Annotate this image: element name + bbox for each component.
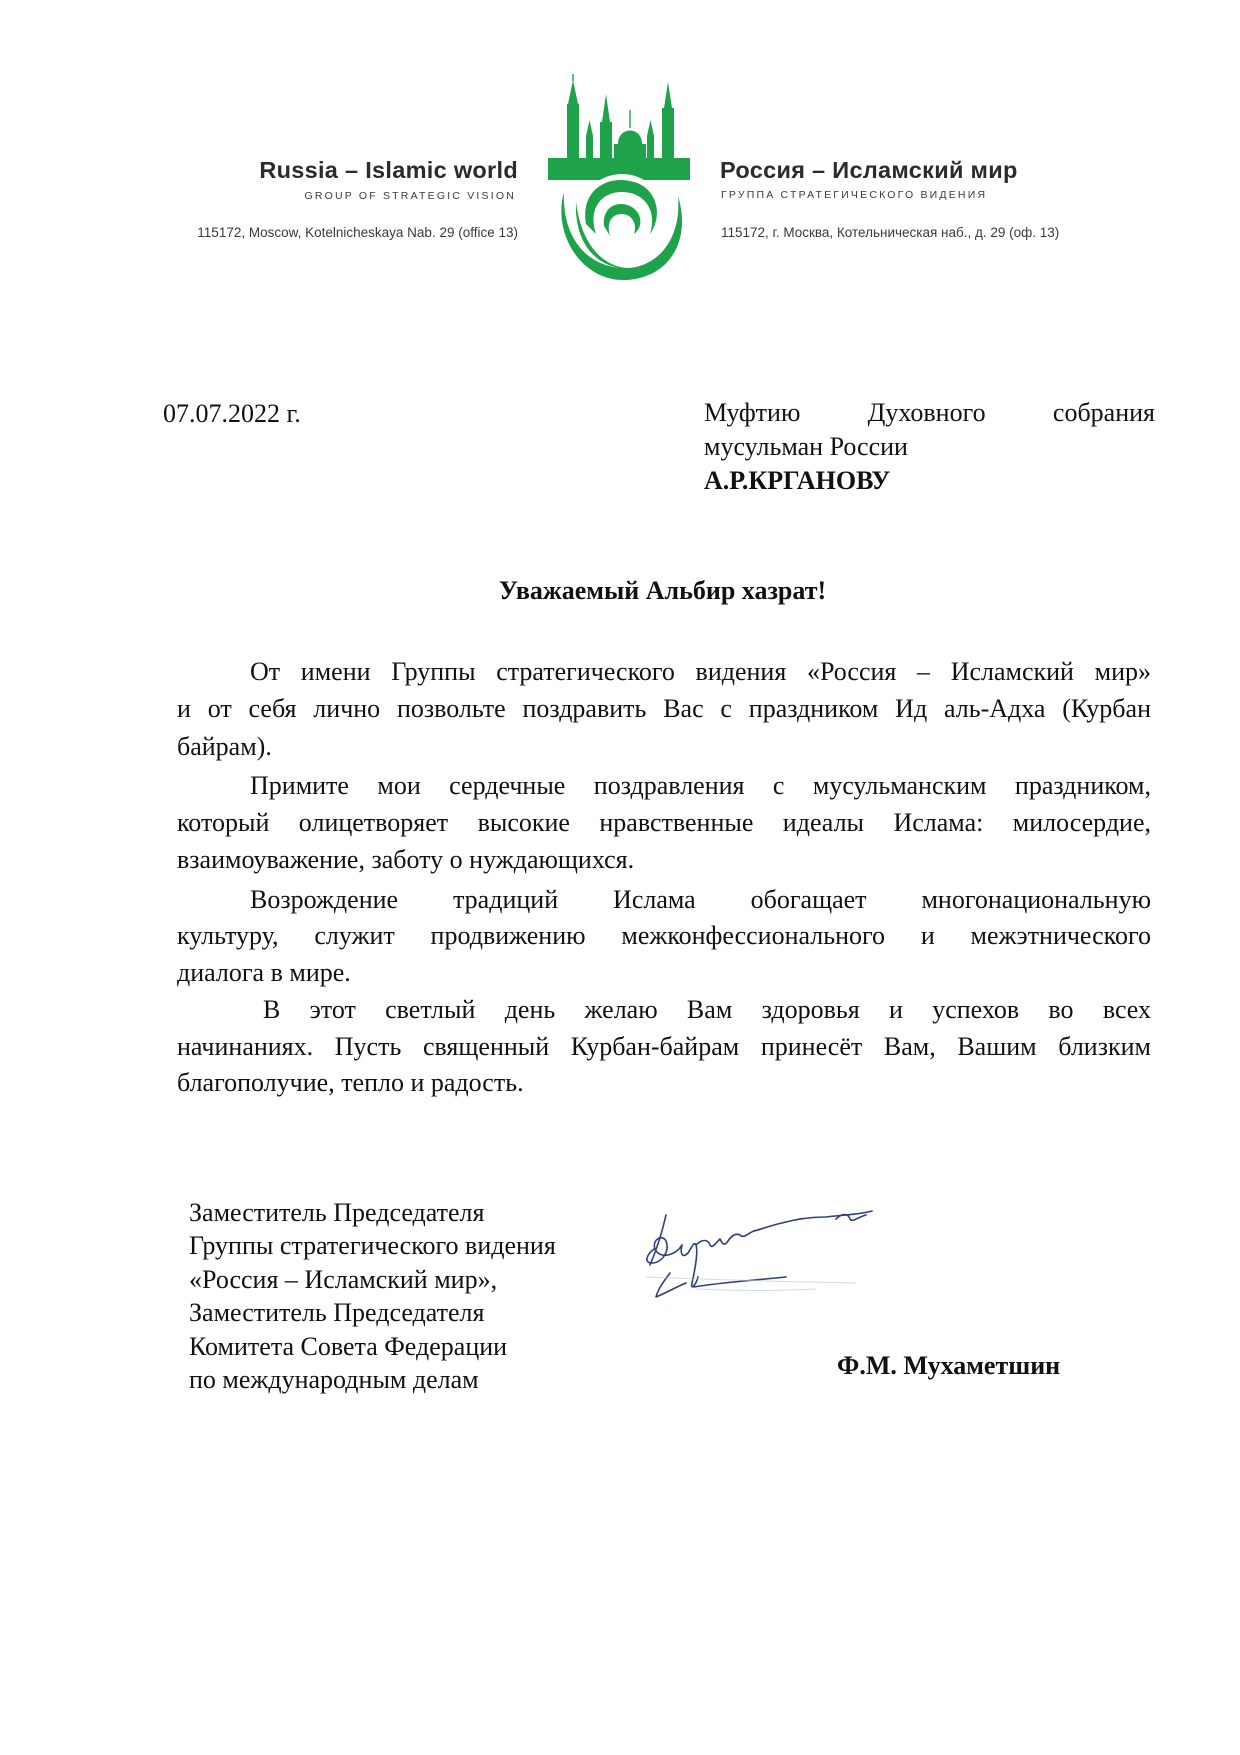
org-address-en: 115172, Moscow, Kotelnicheskaya Nab. 29 (office 13): [197, 225, 518, 240]
body-line: байрам).: [177, 732, 272, 761]
addressee-line: мусульман России: [704, 432, 908, 461]
addressee-block: [704, 396, 1155, 498]
position-line: Комитета Совета Федерации: [189, 1332, 508, 1361]
org-name-ru: Россия – Исламский мир: [720, 157, 1018, 183]
body-line: Примите мои сердечные поздравления с мусульманским праздником,: [250, 771, 1151, 800]
position-line: по международным делам: [189, 1365, 479, 1394]
body-line: культуру, служит продвижению межконфессионального и межэтнического: [177, 921, 1151, 950]
signer-name: Ф.М. Мухаметшин: [837, 1351, 1061, 1380]
body-line: благополучие, тепло и радость.: [177, 1068, 524, 1097]
body-line: взаимоуважение, заботу о нуждающихся.: [177, 845, 635, 874]
body-line: диалога в мире.: [177, 958, 351, 987]
position-line: Заместитель Председателя: [189, 1298, 485, 1327]
org-subtitle-en: GROUP OF STRATEGIC VISION: [304, 190, 516, 202]
position-line: Заместитель Председателя: [189, 1198, 485, 1227]
body-line: который олицетворяет высокие нравственные идеалы Ислама: милосердие,: [177, 808, 1151, 837]
org-subtitle-ru: ГРУППА СТРАТЕГИЧЕСКОГО ВИДЕНИЯ: [721, 189, 988, 201]
addressee-name: А.Р.КРГАНОВУ: [704, 466, 891, 495]
org-name-en: Russia – Islamic world: [259, 157, 518, 183]
body-line: начинаниях. Пусть священный Курбан-байрам принесёт Вам, Вашим близким: [177, 1032, 1151, 1061]
letter-date: 07.07.2022 г.: [163, 399, 301, 428]
body-line: В этот светлый день желаю Вам здоровья и успехов во всех: [263, 995, 1151, 1024]
body-line: От имени Группы стратегического видения «Россия – Исламский мир»: [250, 657, 1151, 686]
handwritten-signature-icon: [636, 1193, 912, 1303]
body-line: и от себя лично позвольте поздравить Вас с праздником Ид аль-Адха (Курбан: [177, 694, 1151, 723]
body-line: Возрождение традиций Ислама обогащает многонациональную: [250, 885, 1151, 914]
position-line: Группы стратегического видения: [189, 1231, 556, 1260]
kremlin-mosque-crescent-logo-icon: [546, 74, 692, 290]
position-line: «Россия – Исламский мир»,: [189, 1265, 498, 1294]
salutation: Уважаемый Альбир хазрат!: [498, 576, 827, 605]
org-address-ru: 115172, г. Москва, Котельническая наб., д. 29 (оф. 13): [721, 225, 1060, 240]
addressee-line: Муфтию Духовного собрания: [704, 398, 1155, 427]
